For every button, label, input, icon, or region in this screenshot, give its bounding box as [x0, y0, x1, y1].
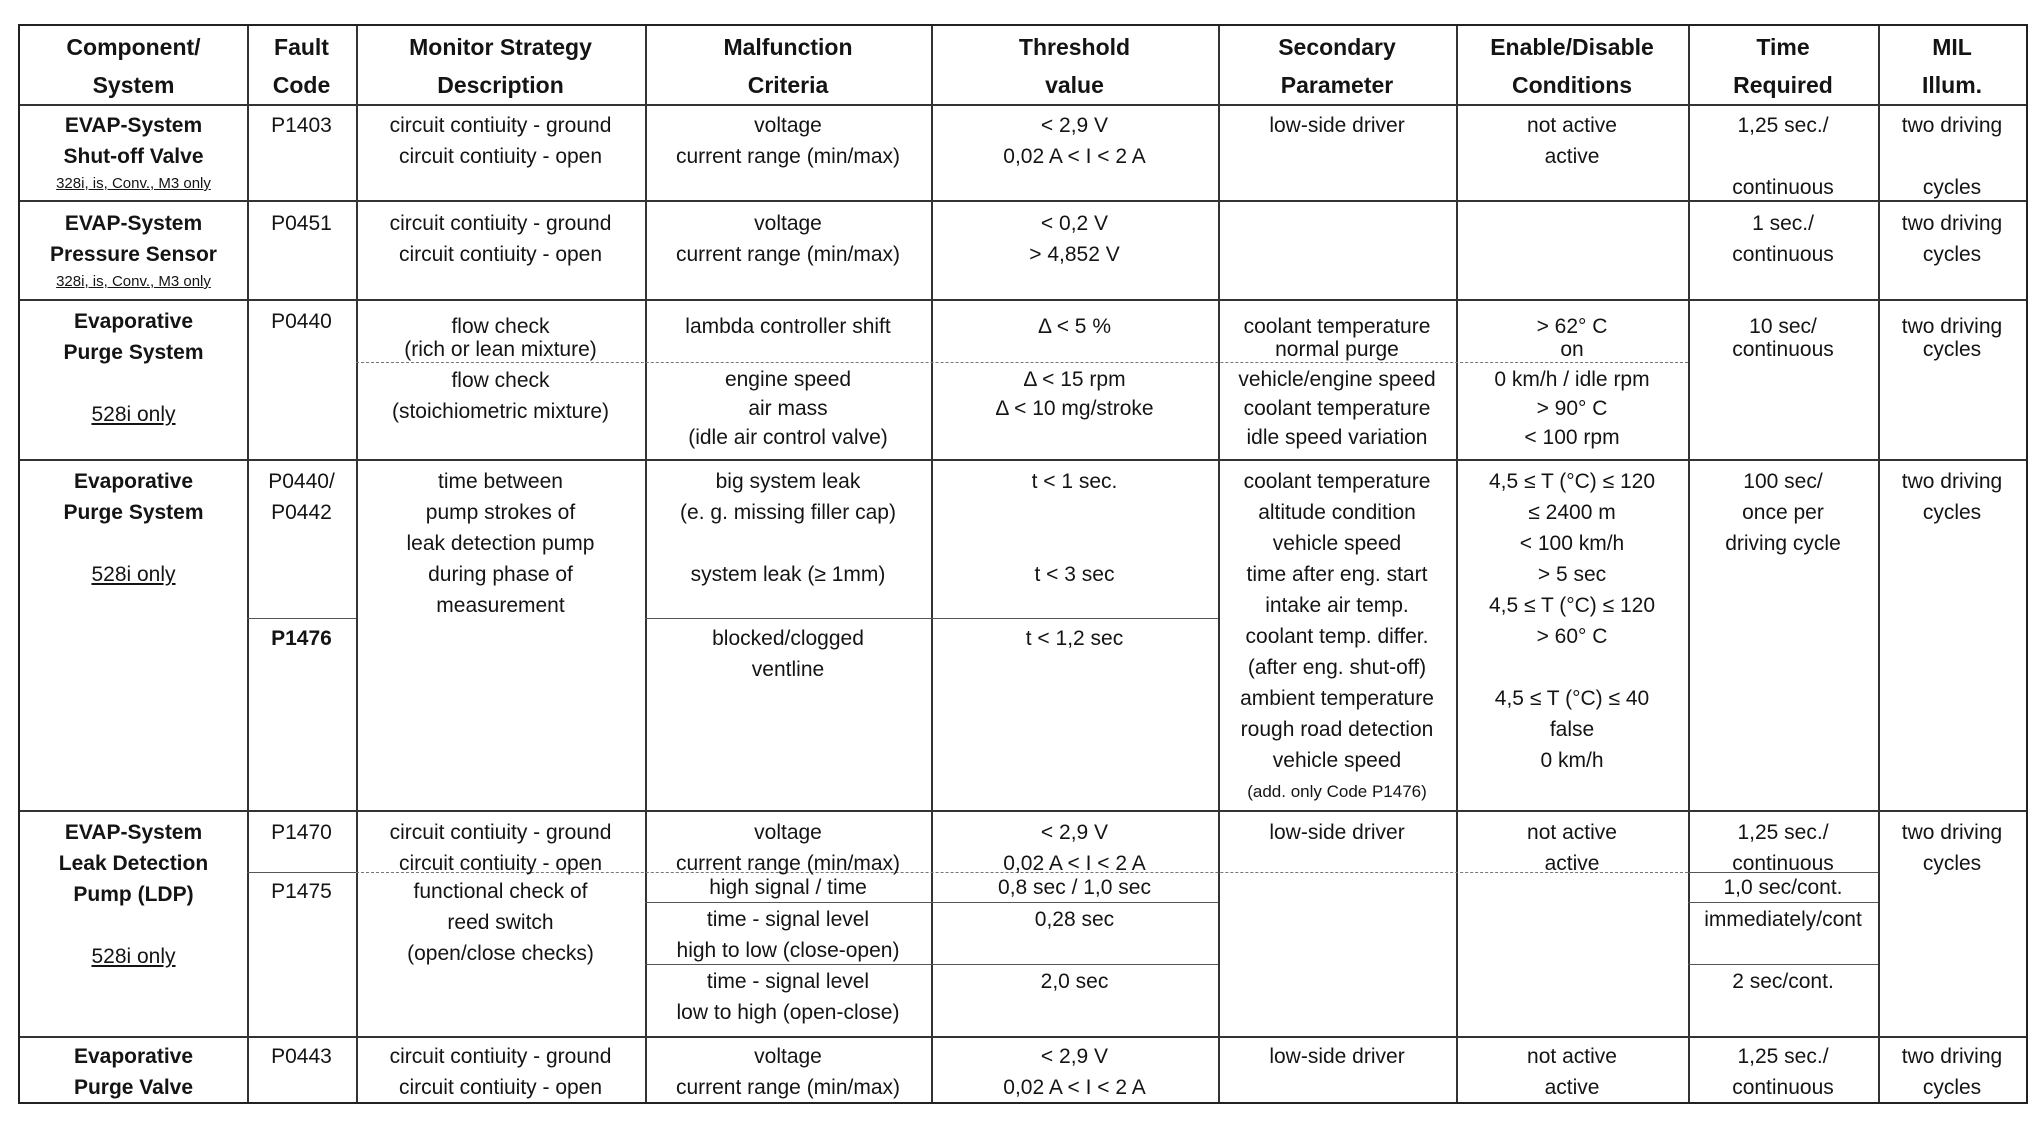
row6-monitor: circuit contiuity - ground circuit contiuity - open: [389, 1045, 612, 1099]
row-divider: [20, 459, 2026, 461]
subrow-divider: [645, 902, 1218, 903]
row1-enable: not active active: [1527, 114, 1617, 168]
row5-threshold-c: 0,28 sec: [1034, 908, 1115, 931]
row3-secondary-a: coolant temperature normal purge: [1243, 315, 1431, 361]
row6-malfunction: voltage current range (min/max): [675, 1045, 901, 1099]
row5-fault-code-a: P1470: [271, 821, 332, 844]
header-divider: [20, 104, 2026, 106]
subrow-divider: [247, 618, 356, 619]
col-divider: [247, 26, 249, 1102]
row6-mil: two driving cycles: [1901, 1045, 2003, 1099]
row-divider: [20, 1036, 2026, 1038]
row3-threshold-a: Δ < 5 %: [1038, 315, 1111, 338]
row2-component: EVAP-System Pressure Sensor 328i, is, Conv., M3 only: [50, 212, 217, 290]
row3-enable-b: 0 km/h / idle rpm > 90° C < 100 rpm: [1494, 368, 1650, 449]
header-fault-code: Fault Code: [272, 34, 331, 98]
header-enable-conditions: Enable/Disable Conditions: [1490, 34, 1654, 98]
row1-fault-code: P1403: [271, 114, 332, 137]
row3-mil: two driving cycles: [1901, 315, 2003, 361]
row4-threshold-b: t < 1,2 sec: [1025, 627, 1124, 650]
header-mil-illum: MIL Illum.: [1921, 34, 1983, 98]
row6-fault-code: P0443: [271, 1045, 332, 1068]
row3-enable-a: > 62° C on: [1536, 315, 1608, 361]
row1-component: EVAP-System Shut-off Valve 328i, is, Conv., M3 only: [56, 114, 211, 192]
row5-fault-code-b: P1475: [271, 880, 332, 903]
row5-time-c: immediately/cont: [1704, 908, 1862, 931]
row3-malfunction-b: engine speed air mass (idle air control valve): [688, 368, 888, 449]
row5-time-d: 2 sec/cont.: [1732, 970, 1834, 993]
row3-time: 10 sec/ continuous: [1732, 315, 1834, 361]
row5-malfunction-b: high signal / time: [709, 876, 867, 899]
row-divider: [20, 299, 2026, 301]
row5-time-b: 1,0 sec/cont.: [1723, 876, 1843, 899]
row3-secondary-b: vehicle/engine speed coolant temperature idle speed variation: [1238, 368, 1436, 449]
row1-monitor: circuit contiuity - ground circuit contiuity - open: [389, 114, 612, 168]
row2-monitor: circuit contiuity - ground circuit contiuity - open: [389, 212, 612, 266]
row1-mil: two driving cycles: [1901, 114, 2003, 199]
row4-fault-code-b: P1476: [271, 627, 332, 650]
row6-enable: not active active: [1527, 1045, 1617, 1099]
row5-malfunction-c: time - signal level high to low (close-open): [676, 908, 900, 962]
row1-secondary: low-side driver: [1269, 114, 1405, 137]
header-malfunction-criteria: Malfunction Criteria: [723, 34, 853, 98]
row3-threshold-b: Δ < 15 rpm Δ < 10 mg/stroke: [995, 368, 1154, 420]
row6-time: 1,25 sec./ continuous: [1732, 1045, 1834, 1099]
row-divider: [20, 810, 2026, 812]
row4-mil: two driving cycles: [1901, 470, 2003, 524]
row3-malfunction-a: lambda controller shift: [685, 315, 891, 338]
row6-threshold: < 2,9 V 0,02 A < I < 2 A: [1003, 1045, 1146, 1099]
row5-malfunction-a: voltage current range (min/max): [675, 821, 901, 875]
row3-monitor-a: flow check (rich or lean mixture): [404, 315, 597, 361]
row5-secondary: low-side driver: [1269, 821, 1405, 844]
row4-fault-code-a: P0440/ P0442: [268, 470, 335, 524]
header-time-required: Time Required: [1733, 34, 1833, 98]
row3-component: Evaporative Purge System 528i only: [63, 310, 204, 426]
row5-component: EVAP-System Leak Detection Pump (LDP) 528i only: [58, 821, 209, 968]
row2-fault-code: P0451: [271, 212, 332, 235]
header-component: Component/ System: [66, 34, 201, 98]
row4-monitor: time between pump strokes of leak detection pump during phase of measurement: [406, 470, 595, 617]
row6-secondary: low-side driver: [1269, 1045, 1405, 1068]
row1-malfunction: voltage current range (min/max): [675, 114, 901, 168]
row1-threshold: < 2,9 V 0,02 A < I < 2 A: [1003, 114, 1146, 168]
row2-mil: two driving cycles: [1901, 212, 2003, 266]
row2-malfunction: voltage current range (min/max): [675, 212, 901, 266]
subrow-divider: [1688, 964, 1878, 965]
row6-component: Evaporative Purge Valve: [73, 1045, 194, 1099]
row5-threshold-b: 0,8 sec / 1,0 sec: [998, 876, 1151, 899]
obd-monitor-table: [18, 24, 2028, 1104]
header-secondary-parameter: Secondary Parameter: [1278, 34, 1396, 98]
row4-time: 100 sec/ once per driving cycle: [1725, 470, 1841, 555]
header-threshold-value: Threshold value: [1018, 34, 1131, 98]
row4-enable: 4,5 ≤ T (°C) ≤ 120 ≤ 2400 m < 100 km/h > 5 sec 4,5 ≤ T (°C) ≤ 120 > 60° C 4,5 ≤ T (°C) ≤ 40 false 0 km/h: [1488, 470, 1656, 772]
row4-component: Evaporative Purge System 528i only: [63, 470, 204, 586]
row3-fault-code: P0440: [271, 310, 332, 333]
subrow-divider: [1688, 902, 1878, 903]
row4-malfunction-a: big system leak (e. g. missing filler cap) system leak (≥ 1mm): [680, 470, 896, 586]
row5-mil: two driving cycles: [1901, 821, 2003, 875]
row4-malfunction-b: blocked/clogged ventline: [712, 627, 864, 681]
row5-malfunction-d: time - signal level low to high (open-close): [676, 970, 900, 1024]
header-monitor-strategy: Monitor Strategy Description: [409, 34, 592, 98]
row5-monitor-a: circuit contiuity - ground circuit contiuity - open: [389, 821, 612, 875]
row5-threshold-a: < 2,9 V 0,02 A < I < 2 A: [1003, 821, 1146, 875]
row5-threshold-d: 2,0 sec: [1040, 970, 1109, 993]
row2-threshold: < 0,2 V > 4,852 V: [1029, 212, 1120, 266]
row5-time-a: 1,25 sec./ continuous: [1732, 821, 1834, 875]
subrow-divider: [356, 362, 1688, 363]
row3-monitor-b: flow check (stoichiometric mixture): [391, 369, 610, 423]
subrow-divider: [645, 618, 1218, 619]
row2-time: 1 sec./ continuous: [1732, 212, 1834, 266]
row1-time: 1,25 sec./ continuous: [1732, 114, 1834, 199]
row5-enable: not active active: [1527, 821, 1617, 875]
subrow-divider: [247, 872, 356, 873]
row4-threshold-a: t < 1 sec. t < 3 sec: [1031, 470, 1118, 586]
row5-monitor-b: functional check of reed switch (open/close checks): [407, 880, 594, 965]
row4-secondary: coolant temperature altitude condition vehicle speed time after eng. start intake air temp. coolant temp. differ. (after eng. shut-off) ambient temperature rough road detection vehicle speed (add. only Code P1476): [1240, 470, 1434, 801]
